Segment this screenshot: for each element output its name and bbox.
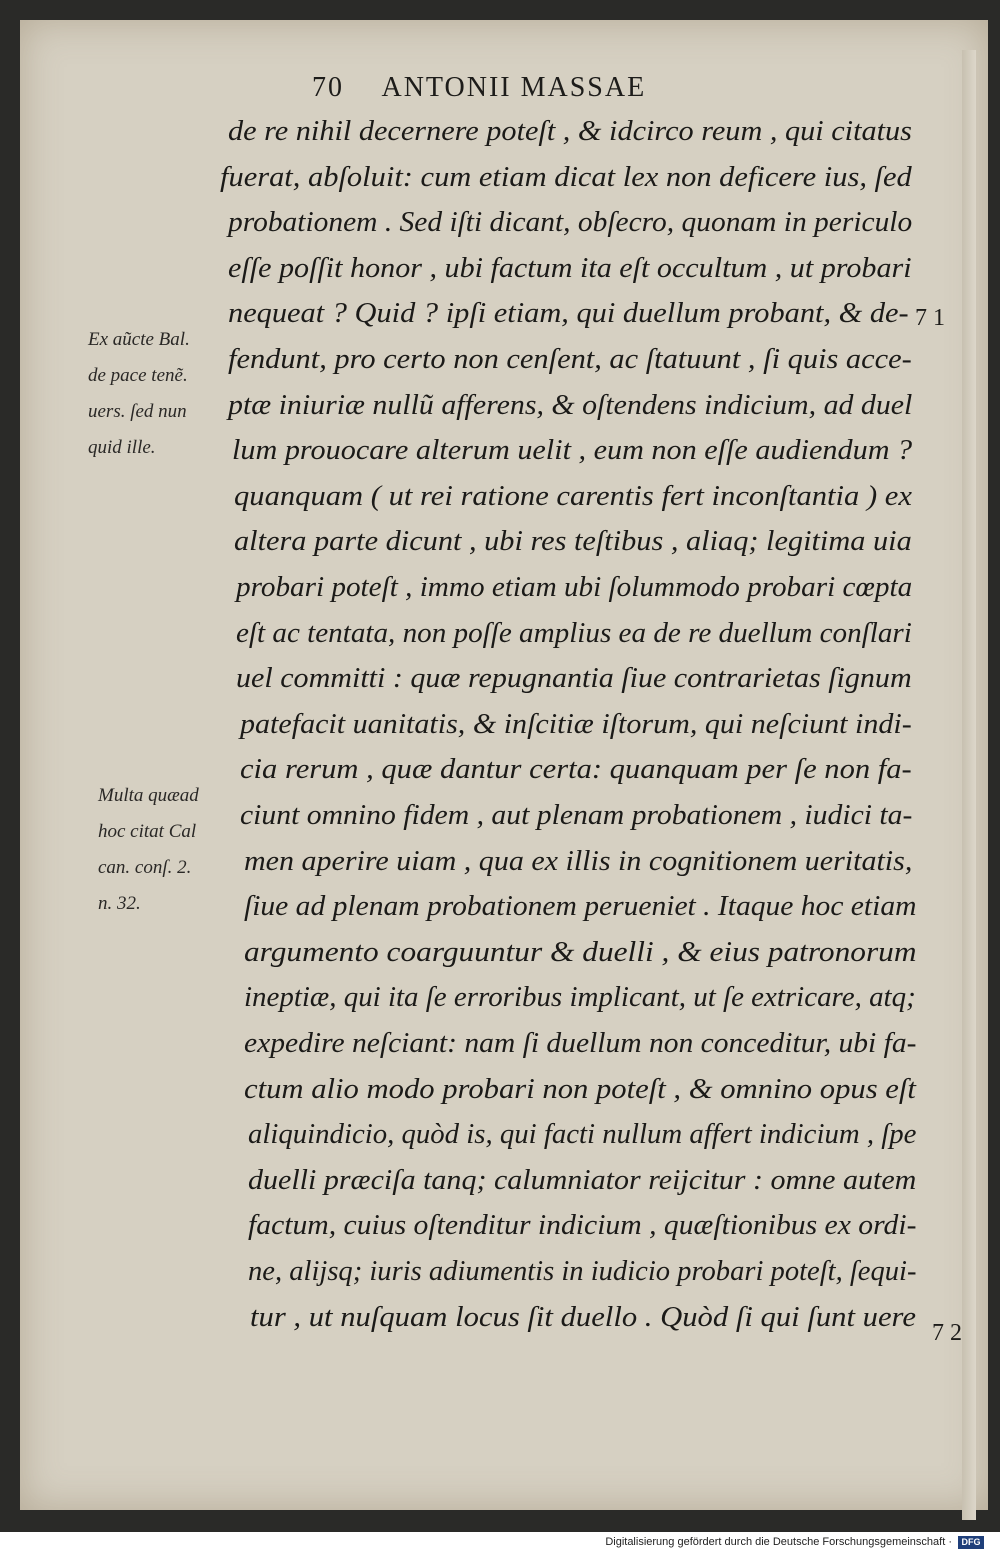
text-line: eſſe poſſit honor , ubi factum ita eſt occultum , ut probari <box>228 252 912 284</box>
text-line: quanquam ( ut rei ratione carentis fert inconſtantia ) ex <box>234 480 912 512</box>
margin-note-line: Ex aũcte Bal. <box>88 329 190 350</box>
text-line: nequeat ? Quid ? ipſi etiam, qui duellum probant, & de- <box>228 298 909 330</box>
text-line: patefacit uanitatis, & inſcitiæ iſtorum, qui neſciunt indi- <box>240 708 912 740</box>
page-edge <box>962 50 976 1520</box>
text-line: uel committi : quæ repugnantia ſiue contrarietas ſignum <box>236 663 912 695</box>
page-header <box>312 72 646 104</box>
text-line: aliquindicio, quòd is, qui facti nullum affert indicium , ſpe <box>248 1119 917 1151</box>
margin-note-line: n. 32. <box>98 893 141 914</box>
text-line: probationem . Sed iſti dicant, obſecro, quonam in periculo <box>228 207 913 239</box>
margin-note-line: quid ille. <box>88 437 156 458</box>
text-line: factum, cuius oſtenditur indicium , quæſtionibus ex ordi- <box>248 1210 917 1242</box>
text-line: duelli præciſa tanq; calumniator reijcitur : omne autem <box>248 1164 917 1196</box>
text-line: altera parte dicunt , ubi res teſtibus , aliaq; legitima uia <box>234 526 912 558</box>
footer-bar <box>0 1532 1000 1554</box>
text-line: lum prouocare alterum uelit , eum non eſſe audiendum ? <box>232 435 913 467</box>
text-line: ctum alio modo probari non poteſt , & omnino opus eſt <box>244 1073 916 1105</box>
side-marker: 7 2 <box>932 1320 962 1346</box>
dfg-logo: DFG <box>958 1536 984 1549</box>
text-line: ptæ iniuriæ nullũ afferens, & oſtendens indicium, ad duel <box>228 389 913 421</box>
margin-note-line: can. conſ. 2. <box>98 857 192 878</box>
side-marker: 7 1 <box>915 305 945 331</box>
text-line: fuerat, abſoluit: cum etiam dicat lex non deficere ius, ſed <box>220 161 912 193</box>
text-line: ne, alijsq; iuris adiumentis in iudicio probari poteſt, ſequi- <box>248 1256 917 1287</box>
text-line: tur , ut nuſquam locus ſit duello . Quòd ſi qui ſunt uere <box>250 1301 916 1333</box>
text-line: argumento coarguuntur & duelli , & eius patronorum <box>244 936 917 968</box>
page-number: 70 <box>312 72 344 103</box>
margin-note-line: Multa quæad <box>98 785 199 806</box>
text-line: probari poteſt , immo etiam ubi ſolummodo probari cœpta <box>236 572 913 603</box>
text-line: eſt ac tentata, non poſſe amplius ea de re duellum conſlari <box>236 617 912 649</box>
text-line: ineptiæ, qui ita ſe erroribus implicant, ut ſe extricare, atq; <box>244 982 916 1014</box>
text-line: men aperire uiam , qua ex illis in cognitionem ueritatis, <box>244 845 913 877</box>
text-line: fendunt, pro certo non cenſent, ac ſtatuunt , ſi quis acce- <box>228 344 912 375</box>
text-line: cia rerum , quæ dantur certa: quanquam per ſe non fa- <box>240 754 912 786</box>
text-line: de re nihil decernere poteſt , & idcirco reum , qui citatus <box>228 116 912 147</box>
text-line: expedire neſciant: nam ſi duellum non conceditur, ubi fa- <box>244 1028 917 1059</box>
text-line: ciunt omnino fidem , aut plenam probationem , iudici ta- <box>240 800 913 831</box>
margin-note-line: de pace tenẽ. <box>88 365 188 386</box>
text-line: ſiue ad plenam probationem perueniet . Itaque hoc etiam <box>244 891 917 923</box>
margin-note-line: hoc citat Cal <box>98 821 197 842</box>
running-title: ANTONII MASSAE <box>381 72 647 103</box>
footer-text: Digitalisierung gefördert durch die Deutsche Forschungsgemeinschaft · <box>605 1536 952 1548</box>
margin-note-line: uers. ſed nun <box>88 401 187 422</box>
